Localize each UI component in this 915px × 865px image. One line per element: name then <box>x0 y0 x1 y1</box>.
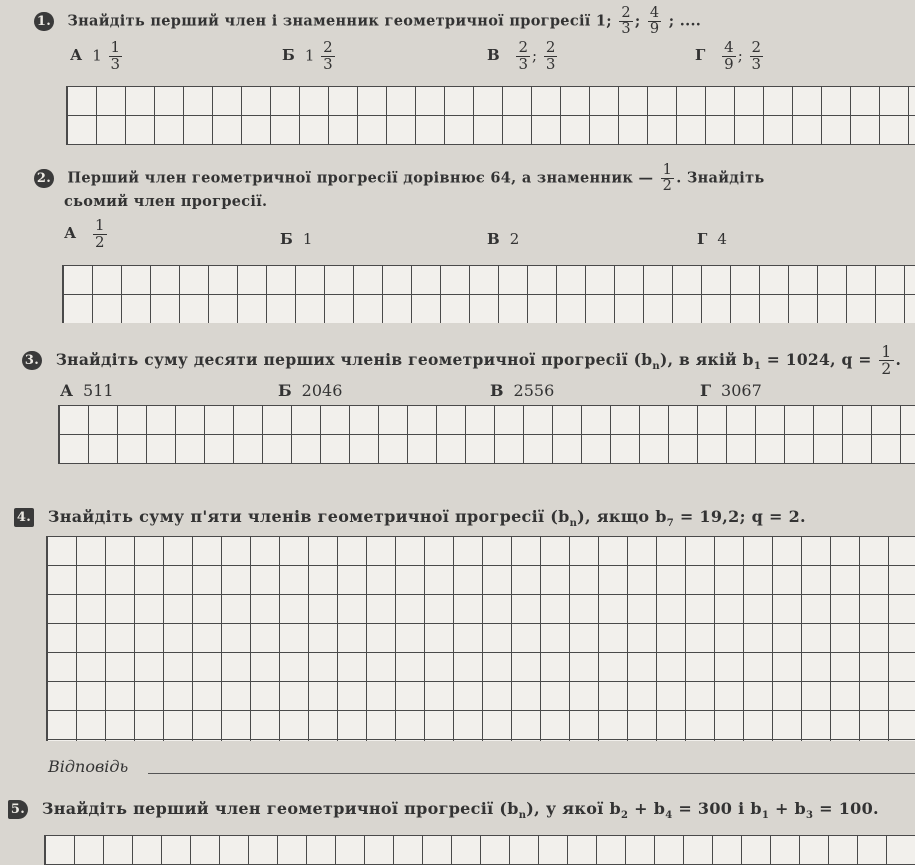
task4-answer-grid[interactable] <box>46 536 915 741</box>
task1-option-d[interactable]: Г $\frac{4}{9}$ ; $\frac{2}{3}$ <box>695 38 762 73</box>
task3-number: 3. <box>22 351 42 370</box>
task2-number: 2. <box>34 169 54 188</box>
task2-text-end: . Знайдіть <box>676 169 765 187</box>
task4-answer-line[interactable] <box>48 757 128 776</box>
task2-frac: $\frac{1}{2}$ <box>662 162 673 195</box>
task2-question-line2: сьомий член прогресії. <box>64 193 268 210</box>
task5-number: 5. <box>8 800 28 819</box>
task1-answer-grid[interactable] <box>66 86 915 145</box>
task1-option-c[interactable]: В $\frac{2}{3}$ ; $\frac{2}{3}$ <box>487 38 556 73</box>
task4-number: 4. <box>14 508 34 527</box>
task1-seq-frac2: $\frac{4}{9}$ <box>649 5 660 38</box>
task2-text: Перший член геометричної прогресії дорівнює 64, а знаменник — <box>67 169 654 187</box>
task1-seq-frac1: $\frac{2}{3}$ <box>621 5 631 38</box>
task1-option-b[interactable]: Б 1 $\frac{2}{3}$ <box>282 38 333 73</box>
task4-answer-rule <box>148 773 915 774</box>
task2-option-d[interactable]: Г 4 <box>697 230 727 248</box>
task4-answer-label: Відповідь <box>48 757 129 776</box>
task3-question <box>22 344 901 378</box>
task5-answer-grid[interactable] <box>44 835 915 865</box>
task1-number: 1. <box>34 12 54 31</box>
task1-text: Знайдіть перший член і знаменник геометричної прогресії 1; <box>67 12 612 30</box>
task2-option-a[interactable]: А $\frac{1}{2}$ <box>64 216 105 251</box>
task3-option-a[interactable]: А 511 <box>60 381 114 400</box>
task5-text: Знайдіть перший член геометричної прогресії $(b_n)$, у якої $b_2 + b_4 = 300$ і $b_1 + b_3 = 100$. <box>41 799 879 822</box>
task3-text-end: . <box>895 349 902 369</box>
task3-option-d[interactable]: Г 3067 <box>700 381 762 400</box>
task5-question <box>8 799 879 821</box>
task4-text: Знайдіть суму п'яти членів геометричної прогресії $(b_n)$, якщо $b_7 = 19,2$; q = 2. <box>47 507 806 530</box>
task1-question: 1. Знайдіть перший член і знаменник геометричної прогресії 1; $\frac{2}{3}$ ; $\frac{4}{9}$ ; .... <box>34 6 701 37</box>
task2-option-c[interactable]: В 2 <box>487 230 520 248</box>
task3-text: Знайдіть суму десяти перших членів геометричної прогресії $(b_n)$, в якій $b_1 = 1024$, q = <box>55 349 872 372</box>
task2-option-b[interactable]: Б 1 <box>280 230 313 248</box>
task2-question <box>34 163 765 194</box>
task1-option-a[interactable]: А 1 $\frac{1}{3}$ <box>70 38 121 73</box>
task4-question <box>14 507 806 529</box>
task3-answer-grid[interactable] <box>58 405 915 464</box>
task3-option-c[interactable]: В 2556 <box>490 381 555 400</box>
task3-q-frac: $\frac{1}{2}$ <box>881 343 892 379</box>
task3-option-b[interactable]: Б 2046 <box>278 381 343 400</box>
task2-answer-grid[interactable] <box>62 265 915 323</box>
task1-seq-tail: ; .... <box>668 12 702 30</box>
